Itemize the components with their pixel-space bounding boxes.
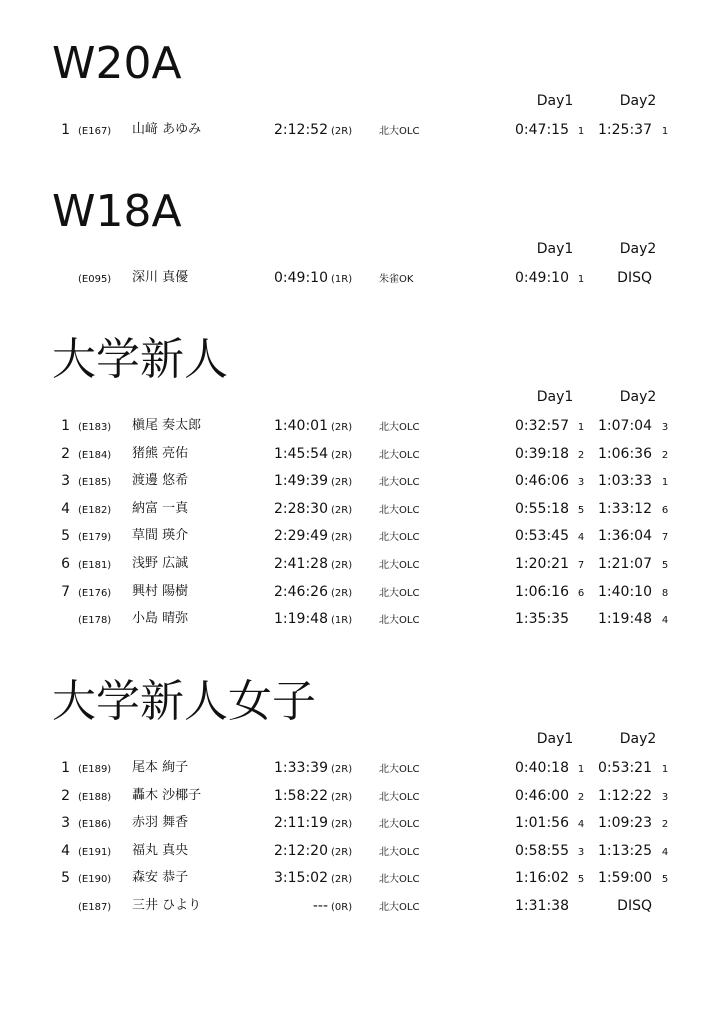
day2-header: Day2: [619, 389, 657, 405]
total-time: 2:41:28: [274, 555, 328, 572]
day1-rank: 1: [577, 422, 585, 433]
results-list: [0, 413, 724, 634]
total-time: 2:28:30: [274, 500, 328, 517]
day2-header: Day2: [619, 93, 657, 109]
runner-name: 猪熊 亮佑: [132, 445, 189, 461]
day2-rank: 8: [661, 587, 669, 599]
total-time: 0:49:10: [274, 270, 328, 286]
bib-number: (E167): [78, 126, 112, 137]
day2-time: 1:09:23: [598, 815, 652, 832]
club-name: 北大OLC: [379, 477, 420, 489]
races-count: (1R): [331, 274, 353, 285]
day1-rank: 5: [577, 874, 585, 886]
runner-name: 三井 ひより: [132, 897, 202, 913]
category-section-university-rookie: [0, 334, 724, 634]
runner-name: 福丸 真央: [132, 842, 189, 858]
races-count: (2R): [331, 846, 353, 858]
runner-name: 森安 恭子: [132, 870, 189, 886]
day1-header: Day1: [536, 93, 574, 109]
result-row: [0, 838, 724, 866]
club-name: 朱雀OK: [379, 274, 414, 285]
day1-rank: 4: [577, 819, 585, 831]
day1-time: 0:53:45: [515, 528, 569, 545]
day2-time: 1:33:12: [598, 500, 652, 517]
races-count: (2R): [331, 559, 353, 571]
place-number: 7: [61, 583, 70, 600]
results-list: [0, 117, 724, 145]
day2-rank: 4: [661, 615, 669, 627]
day1-rank: 2: [577, 449, 585, 461]
place-number: 6: [61, 555, 70, 572]
bib-number: (E187): [78, 901, 112, 913]
day2-time: 1:36:04: [598, 528, 652, 545]
total-time: 2:29:49: [274, 528, 328, 545]
runner-name: 草間 瑛介: [132, 528, 189, 544]
club-name: 北大OLC: [379, 615, 420, 627]
club-name: 北大OLC: [379, 846, 420, 858]
day2-rank: 1: [661, 126, 669, 137]
result-row: [0, 783, 724, 811]
bib-number: (E191): [78, 846, 112, 858]
day1-header: Day1: [536, 731, 574, 747]
day2-rank: 5: [661, 874, 669, 886]
result-row: [0, 468, 724, 496]
races-count: (2R): [331, 819, 353, 831]
bib-number: (E181): [78, 559, 112, 571]
total-time: 1:49:39: [274, 473, 328, 490]
day2-time: 1:40:10: [598, 583, 652, 600]
day2-time: 1:07:04: [598, 418, 652, 434]
total-time: 1:40:01: [274, 418, 328, 434]
bib-number: (E095): [78, 274, 112, 285]
club-name: 北大OLC: [379, 126, 420, 137]
day1-rank: 3: [577, 846, 585, 858]
day2-time: 0:53:21: [598, 760, 652, 776]
bib-number: (E185): [78, 477, 112, 489]
runner-name: 浅野 広誠: [132, 555, 189, 571]
bib-number: (E178): [78, 615, 112, 627]
runner-name: 納富 一真: [132, 500, 189, 516]
day1-time: 0:39:18: [515, 445, 569, 462]
day2-time: 1:13:25: [598, 842, 652, 859]
total-time: 2:12:52: [274, 122, 328, 138]
day1-header: Day1: [536, 241, 574, 257]
category-section-w20a: [0, 38, 724, 158]
place-number: 4: [61, 842, 70, 859]
day1-rank: 1: [577, 126, 585, 137]
results-list: [0, 755, 724, 921]
day1-time: 0:46:06: [515, 473, 569, 490]
place-number: 1: [61, 760, 70, 776]
club-name: 北大OLC: [379, 422, 420, 433]
day1-rank: 1: [577, 764, 585, 775]
races-count: (2R): [331, 126, 353, 137]
total-time: 1:58:22: [274, 787, 328, 804]
day1-rank: 1: [577, 274, 585, 285]
category-title: 大学新人女子: [52, 676, 316, 727]
day2-rank: 7: [661, 532, 669, 544]
bib-number: (E183): [78, 422, 112, 433]
day2-rank: 5: [661, 559, 669, 571]
total-time: 3:15:02: [274, 870, 328, 887]
club-name: 北大OLC: [379, 504, 420, 516]
day1-header: Day1: [536, 389, 574, 405]
club-name: 北大OLC: [379, 901, 420, 913]
races-count: (2R): [331, 587, 353, 599]
day1-time: 1:20:21: [515, 555, 569, 572]
day1-time: 1:35:35: [515, 611, 569, 628]
day2-time: DISQ: [617, 897, 652, 914]
races-count: (2R): [331, 791, 353, 803]
day2-rank: 1: [661, 477, 669, 489]
total-time: 1:33:39: [274, 760, 328, 776]
day1-rank: 2: [577, 791, 585, 803]
day1-time: 1:01:56: [515, 815, 569, 832]
place-number: 2: [61, 787, 70, 804]
day1-rank: 7: [577, 559, 585, 571]
bib-number: (E186): [78, 819, 112, 831]
place-number: 3: [61, 815, 70, 832]
club-name: 北大OLC: [379, 791, 420, 803]
result-row: [0, 579, 724, 607]
bib-number: (E179): [78, 532, 112, 544]
result-row: [0, 606, 724, 634]
day1-rank: 4: [577, 532, 585, 544]
day1-time: 1:31:38: [515, 897, 569, 914]
day1-time: 0:55:18: [515, 500, 569, 517]
runner-name: 槇尾 奏太郎: [132, 418, 202, 433]
runner-name: 尾本 絢子: [132, 760, 189, 775]
result-row: [0, 865, 724, 893]
result-row: [0, 523, 724, 551]
day1-time: 0:46:00: [515, 787, 569, 804]
total-time: 1:45:54: [274, 445, 328, 462]
day1-time: 0:49:10: [515, 270, 569, 286]
result-row: [0, 810, 724, 838]
day1-time: 0:32:57: [515, 418, 569, 434]
day1-rank: 5: [577, 504, 585, 516]
bib-number: (E190): [78, 874, 112, 886]
category-section-university-rookie-women: [0, 676, 724, 936]
result-row: [0, 117, 724, 145]
category-title: 大学新人: [52, 334, 228, 385]
races-count: (2R): [331, 504, 353, 516]
club-name: 北大OLC: [379, 819, 420, 831]
day1-time: 0:58:55: [515, 842, 569, 859]
day2-rank: 3: [661, 422, 669, 433]
total-time: ---: [312, 897, 328, 914]
day2-header: Day2: [619, 731, 657, 747]
day2-rank: 2: [661, 819, 669, 831]
races-count: (0R): [331, 901, 353, 913]
club-name: 北大OLC: [379, 532, 420, 544]
category-title: W20A: [52, 38, 182, 89]
result-row: [0, 413, 724, 441]
day2-rank: 6: [661, 504, 669, 516]
day1-time: 0:47:15: [515, 122, 569, 138]
day1-time: 0:40:18: [515, 760, 569, 776]
races-count: (2R): [331, 449, 353, 461]
place-number: 5: [61, 528, 70, 545]
day2-rank: 1: [661, 764, 669, 775]
category-title: W18A: [52, 186, 182, 237]
bib-number: (E182): [78, 504, 112, 516]
result-row: [0, 441, 724, 469]
result-row: [0, 551, 724, 579]
day2-time: 1:21:07: [598, 555, 652, 572]
races-count: (2R): [331, 532, 353, 544]
day1-time: 1:16:02: [515, 870, 569, 887]
races-count: (2R): [331, 477, 353, 489]
result-row: [0, 893, 724, 921]
place-number: 5: [61, 870, 70, 887]
result-row: [0, 755, 724, 783]
bib-number: (E176): [78, 587, 112, 599]
result-row: [0, 265, 724, 293]
place-number: 3: [61, 473, 70, 490]
runner-name: 轟木 沙椰子: [132, 787, 202, 803]
runner-name: 深川 真優: [132, 270, 189, 285]
results-list: [0, 265, 724, 293]
runner-name: 赤羽 舞香: [132, 815, 189, 831]
runner-name: 小島 晴弥: [132, 611, 189, 627]
day2-time: 1:06:36: [598, 445, 652, 462]
place-number: 2: [61, 445, 70, 462]
day2-time: 1:12:22: [598, 787, 652, 804]
day2-time: 1:19:48: [598, 611, 652, 628]
day1-rank: 6: [577, 587, 585, 599]
races-count: (2R): [331, 874, 353, 886]
races-count: (2R): [331, 764, 353, 775]
day2-time: 1:59:00: [598, 870, 652, 887]
club-name: 北大OLC: [379, 559, 420, 571]
category-section-w18a: [0, 186, 724, 306]
day2-rank: 2: [661, 449, 669, 461]
club-name: 北大OLC: [379, 449, 420, 461]
club-name: 北大OLC: [379, 587, 420, 599]
result-row: [0, 496, 724, 524]
total-time: 2:46:26: [274, 583, 328, 600]
total-time: 2:11:19: [274, 815, 328, 832]
races-count: (1R): [331, 615, 353, 627]
total-time: 2:12:20: [274, 842, 328, 859]
bib-number: (E189): [78, 764, 112, 775]
club-name: 北大OLC: [379, 874, 420, 886]
day2-rank: 3: [661, 791, 669, 803]
runner-name: 山﨑 あゆみ: [132, 122, 202, 137]
total-time: 1:19:48: [274, 611, 328, 628]
day2-time: 1:25:37: [598, 122, 652, 138]
bib-number: (E188): [78, 791, 112, 803]
runner-name: 興村 陽樹: [132, 583, 189, 599]
day2-time: DISQ: [617, 270, 652, 286]
day1-time: 1:06:16: [515, 583, 569, 600]
place-number: 1: [61, 418, 70, 434]
place-number: 1: [61, 122, 70, 138]
day2-header: Day2: [619, 241, 657, 257]
place-number: 4: [61, 500, 70, 517]
races-count: (2R): [331, 422, 353, 433]
day2-rank: 4: [661, 846, 669, 858]
day2-time: 1:03:33: [598, 473, 652, 490]
day1-rank: 3: [577, 477, 585, 489]
bib-number: (E184): [78, 449, 112, 461]
runner-name: 渡邊 悠希: [132, 473, 189, 489]
club-name: 北大OLC: [379, 764, 420, 775]
